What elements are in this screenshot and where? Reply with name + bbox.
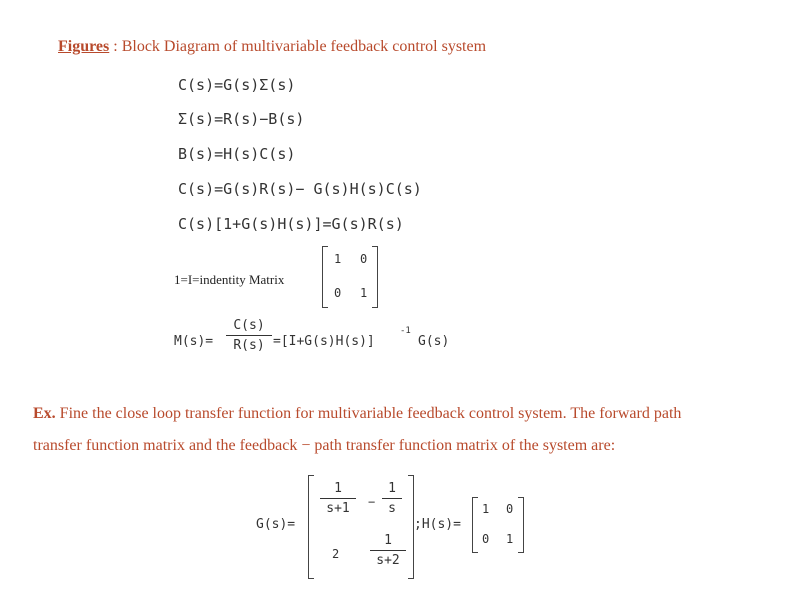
equation-2: Σ(s)=R(s)−B(s) [178,110,305,128]
fraction-bar [320,498,356,499]
g-a11 [320,481,356,516]
identity-matrix [322,246,378,308]
equation-4: C(s)=G(s)R(s)− G(s)H(s)C(s) [178,180,422,198]
title-text: : Block Diagram of multivariable feedback control system [109,38,487,55]
g-a12-sign: − [368,495,376,509]
m-denominator: R(s) [233,338,265,353]
identity-cell: 0 [360,252,368,266]
g-a22-den: s+2 [376,553,400,568]
right-bracket [518,497,524,553]
section-title [58,38,486,56]
equation-3: B(s)=H(s)C(s) [178,145,296,163]
identity-label: 1=I=indentity Matrix [174,272,285,287]
h-cell: 1 [506,532,514,546]
left-bracket [472,497,478,553]
fraction-bar [382,498,402,499]
m-numerator: C(s) [233,318,265,333]
g-a12-den: s [388,501,396,516]
fraction-bar [226,335,272,336]
h-lhs: ;H(s)= [414,517,461,532]
m-tail: G(s) [418,334,450,349]
m-lhs: M(s)= [174,334,214,349]
m-rhs: =[I+G(s)H(s)] [273,334,375,349]
h-cell: 0 [506,502,514,516]
example-line-1 [33,405,681,423]
identity-cell: 1 [360,286,368,300]
g-a11-num: 1 [334,481,342,496]
identity-cell: 0 [334,286,342,300]
h-matrix [472,497,524,553]
g-a22 [370,533,406,568]
equation-5: C(s)[1+G(s)H(s)]=G(s)R(s) [178,215,404,233]
g-a22-num: 1 [384,533,392,548]
example-line-2: transfer function matrix and the feedback − path transfer function matrix of the system are: [33,437,616,454]
example-text-1: Fine the close loop transfer function for multivariable feedback control system. The forward path [55,405,682,422]
left-bracket [322,246,328,308]
g-a11-den: s+1 [326,501,350,516]
fraction-bar [370,550,406,551]
h-cell: 1 [482,502,490,516]
h-cell: 0 [482,532,490,546]
g-a21: 2 [332,547,340,561]
left-bracket [308,475,314,579]
g-matrix [308,475,414,579]
right-bracket [372,246,378,308]
g-lhs: G(s)= [256,517,296,532]
figures-link[interactable]: Figures [58,38,110,55]
m-exponent: -1 [400,326,411,336]
identity-cell: 1 [334,252,342,266]
equation-1: C(s)=G(s)Σ(s) [178,76,296,94]
g-a12-num: 1 [388,481,396,496]
m-fraction [226,318,272,353]
example-label: Ex. [33,405,56,422]
g-a12 [382,481,402,516]
